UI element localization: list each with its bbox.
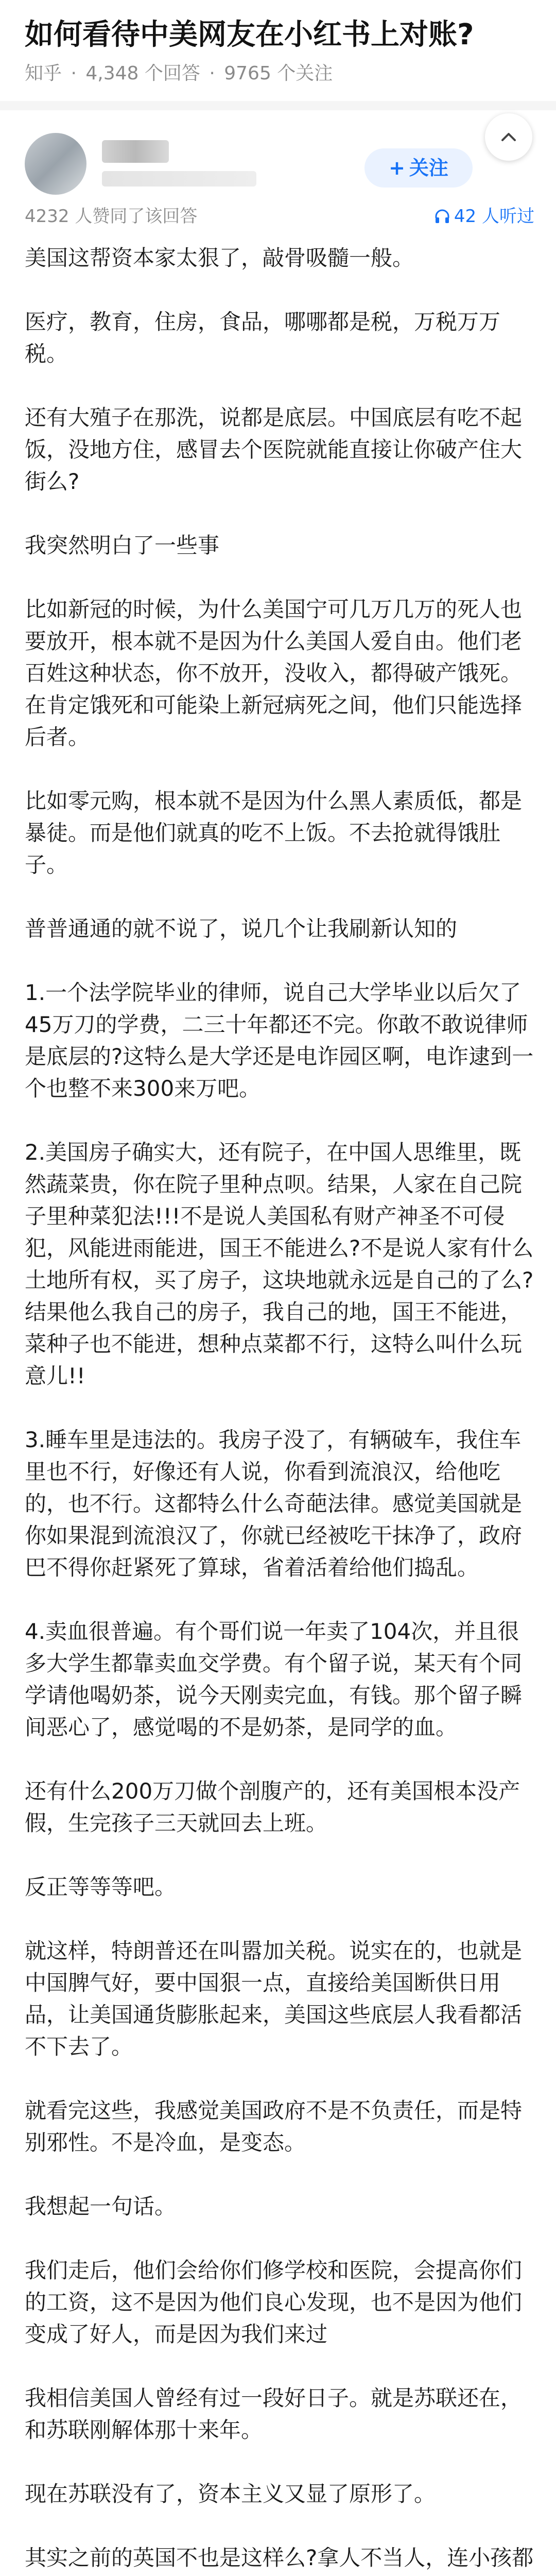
- author-avatar[interactable]: [25, 133, 86, 195]
- answer-count[interactable]: 4,348 个回答: [85, 63, 200, 84]
- answer-paragraph: 普普通通的就不说了，说几个让我刷新认知的: [25, 916, 458, 941]
- question-title[interactable]: 如何看待中美网友在小红书上对账?: [25, 18, 474, 52]
- follower-count: 9765 个关注: [224, 63, 333, 84]
- answer-paragraph: 我相信美国人曾经有过一段好日子。就是苏联还在，和苏联刚解体那十来年。: [25, 2385, 523, 2443]
- answer-paragraph: 1.一个法学院毕业的律师，说自己大学毕业以后欠了45万刀的学费，二三十年都还不完。你敢不敢说律师是底层的?这特么是大学还是电诈园区啊，电诈逮到一个也整不来300来万吧。: [25, 980, 534, 1101]
- answer-paragraph: 反正等等等吧。: [25, 1874, 177, 1900]
- plus-icon: +: [389, 157, 405, 179]
- answer-paragraph: 4.卖血很普遍。有个哥们说一年卖了104次，并且很多大学生都靠卖血交学费。有个留子说，某天有个同学请他喝奶茶，说今天刚卖完血，有钱。那个留子瞬间恶心了，感觉喝的不是奶茶，是同学的血。: [25, 1619, 523, 1740]
- answer-paragraph: 还有什么200万刀做个剖腹产的，还有美国根本没产假，生完孩子三天就回去上班。: [25, 1778, 520, 1836]
- answer-paragraph: 我突然明白了一些事: [25, 533, 220, 558]
- answer-paragraph: 就看完这些，我感觉美国政府不是不负责任，而是特别邪性。不是冷血，是变态。: [25, 2098, 523, 2155]
- listen-count-button[interactable]: [433, 204, 534, 229]
- author-name-blurred[interactable]: [102, 140, 169, 163]
- follow-label: 关注: [409, 157, 448, 179]
- answer-paragraph: 2.美国房子确实大，还有院子，在中国人思维里，既然蔬菜贵，你在院子里种点呗。结果，人家在自己院子里种菜犯法!!!不是说人美国私有财产神圣不可侵犯，风能进雨能进，国王不能进么?不是说人家有什么土地所有权，买了房子，这块地就永远是自己的了么?结果他么我自己的房子，我自己的地，国王不能进，菜种子也不能进，想种点菜都不行，这特么叫什么玩意儿!!: [25, 1140, 534, 1388]
- answer-paragraph: 我们走后，他们会给你们修学校和医院，会提高你们的工资，这不是因为他们良心发现，也不是因为他们变成了好人，而是因为我们来过: [25, 2258, 523, 2347]
- question-meta: 知乎 · 4,348 个回答 · 9765 个关注: [25, 63, 333, 84]
- answer-paragraph: 还有大殖子在那洗，说都是底层。中国底层有吃不起饭，没地方住，感冒去个医院就能直接让你破产住大街么?: [25, 405, 523, 494]
- answer-paragraph: 医疗，教育，住房，食品，哪哪都是税，万税万万税。: [25, 309, 501, 366]
- section-divider: [0, 101, 556, 110]
- agree-count: 4232 人赞同了该回答: [25, 206, 198, 227]
- answer-paragraph: 比如新冠的时候，为什么美国宁可几万几万的死人也要放开，根本就不是因为什么美国人爱自由。他们老百姓这种状态，你不放开，没收入，都得破产饿死。在肯定饿死和可能染上新冠病死之间，他们只能选择后者。: [25, 597, 523, 750]
- follow-button[interactable]: [364, 148, 473, 188]
- answer-paragraph: 3.睡车里是违法的。我房子没了，有辆破车，我住车里也不行，好像还有人说，你看到流浪汉，给他吃的，也不行。这都特么什么奇葩法律。感觉美国就是你如果混到流浪汉了，你就已经被吃干抹净了，政府巴不得你赶紧死了算球，省着活着给他们捣乱。: [25, 1427, 523, 1580]
- author-bio-blurred: [102, 171, 256, 187]
- source-label: 知乎: [25, 63, 62, 84]
- answer-paragraph: 就这样，特朗普还在叫嚣加关税。说实在的，也就是中国脾气好，要中国狠一点，直接给美国断供日用品，让美国通货膨胀起来，美国这些底层人我看都活不下去了。: [25, 1938, 523, 2059]
- listen-count: 42 人听过: [454, 206, 534, 227]
- headphones-icon: [433, 208, 451, 225]
- answer-paragraph: 我想起一句话。: [25, 2194, 177, 2219]
- author-row: [25, 133, 540, 195]
- answer-paragraph: 现在苏联没有了，资本主义又显了原形了。: [25, 2481, 436, 2506]
- answer-paragraph: 比如零元购，根本就不是因为什么黑人素质低，都是暴徒。而是他们就真的吃不上饭。不去抢就得饿肚子。: [25, 788, 523, 877]
- answer-content: [25, 242, 534, 2576]
- answer-stats: [25, 204, 534, 229]
- answer-paragraph: 美国这帮资本家太狠了，敲骨吸髓一般。: [25, 245, 414, 270]
- answer-paragraph: 其实之前的英国不也是这样么?拿人不当人，连小孩都: [25, 2545, 534, 2570]
